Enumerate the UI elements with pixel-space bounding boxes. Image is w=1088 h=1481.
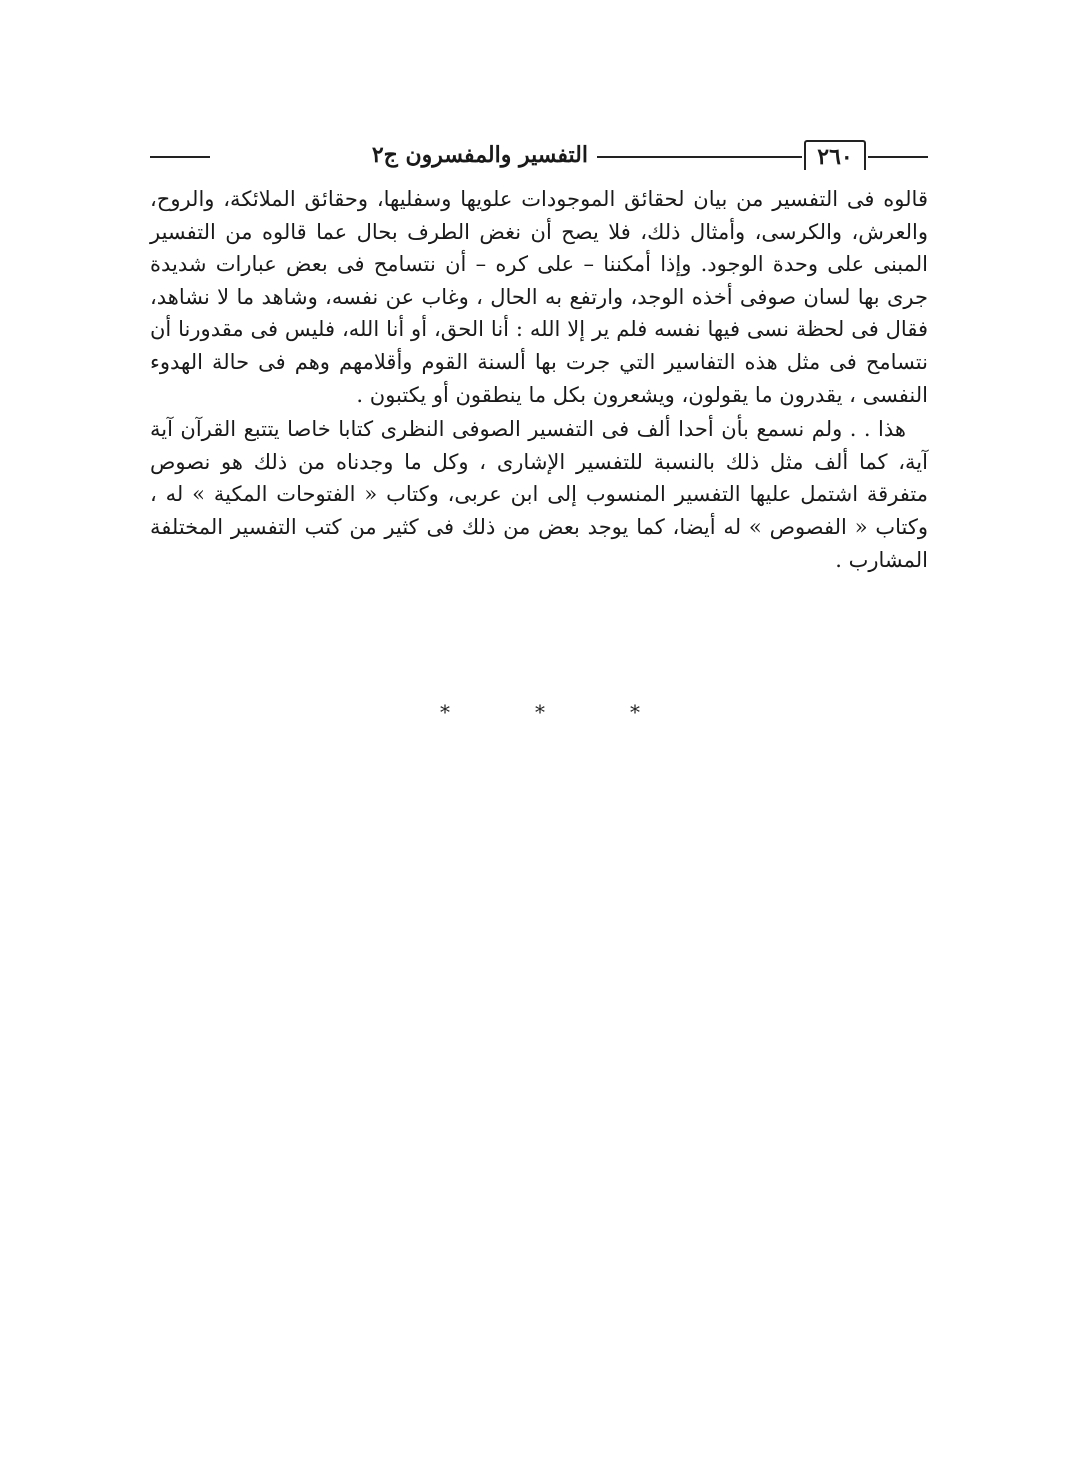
running-title: التفسير والمفسرون ج٢: [371, 142, 588, 168]
paragraph-1: قالوه فى التفسير من بيان لحقائق الموجودات علويها وسفليها، وحقائق الملائكة، والروح، والعرش، والكرسى، وأمثال ذلك، فلا يصح أن نغض الطرف بحال عما قالوه من التفسير المبنى على وحدة الوجود. وإذا أمكننا – على كره – أن نتسامح فى بعض عبارات شديدة جرى بها لسان صوفى أخذه الوجد، وارتفع به الحال ، وغاب عن نفسه، وشاهد ما لا نشاهد، فقال فى لحظة نسى فيها نفسه فلم ير إلا الله : أنا الحق، أو أنا الله، فليس فى مقدورنا أن نتسامح فى مثل هذه التفاسير التي جرت بها ألسنة القوم وأقلامهم وهم فى حالة الهدوء النفسى ، يقدرون ما يقولون، ويشعرون بكل ما ينطقون أو يكتبون .: [150, 187, 928, 407]
header-rule-middle: [597, 156, 802, 158]
page-number: ٢٦٠: [804, 140, 866, 170]
separator-star: *: [440, 700, 450, 724]
header-rule-left: [150, 156, 210, 158]
running-header: [150, 138, 928, 178]
paragraph-2: هذا . . ولم نسمع بأن أحدا ألف فى التفسير الصوفى النظرى كتابا خاصا يتتبع القرآن آية آية، كما ألف مثل ذلك بالنسبة للتفسير الإشارى ، وكل ما وجدناه من ذلك هو نصوص متفرقة اشتمل عليها التفسير المنسوب إلى ابن عربى، وكتاب « الفتوحات المكية » له ، وكتاب « الفصوص » له أيضا، كما يوجد بعض من ذلك فى كثير من كتب التفسير المختلفة المشارب .: [150, 417, 928, 572]
separator-star: *: [535, 700, 545, 724]
separator-star: *: [630, 700, 640, 724]
header-rule-right: [868, 156, 928, 158]
section-separator: [440, 700, 640, 724]
body-text: [150, 183, 928, 578]
